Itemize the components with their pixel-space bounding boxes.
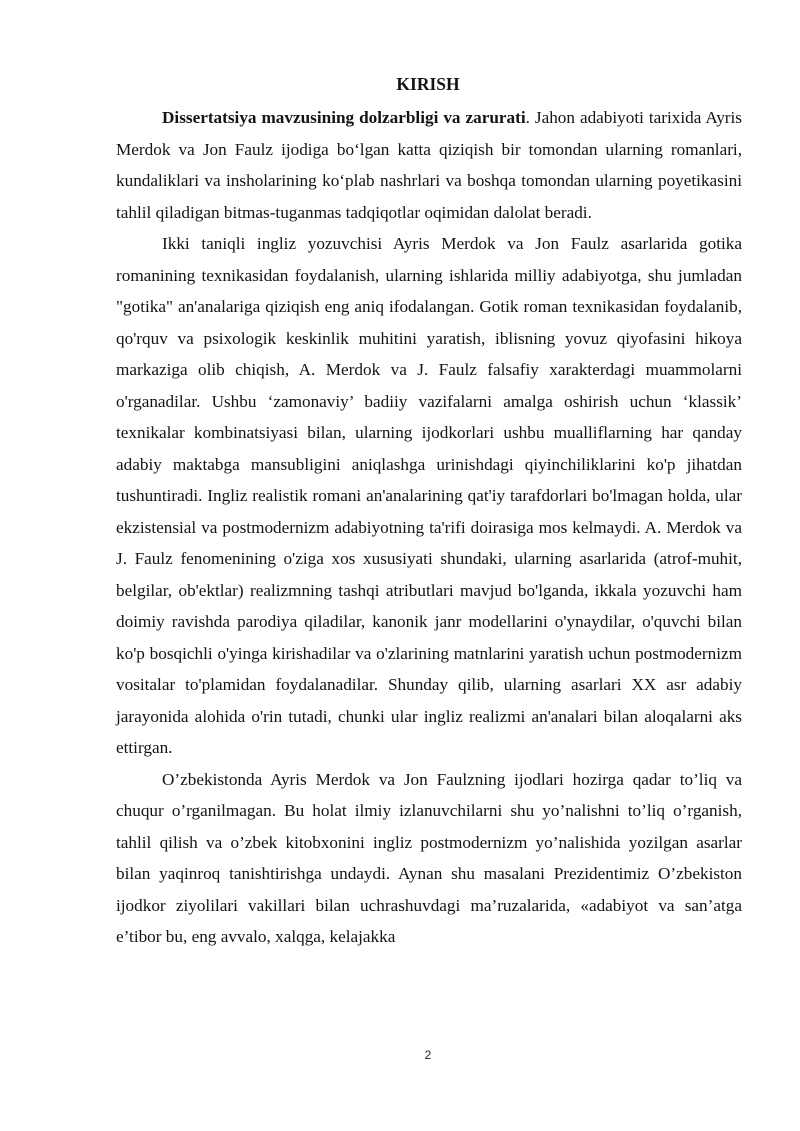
page-number: 2 (424, 1048, 432, 1062)
paragraph-lead-title: Dissertatsiya mavzusining dolzarbligi va zarurati (162, 108, 526, 127)
document-body (116, 102, 742, 953)
paragraph-relevance (116, 102, 742, 228)
paragraph-uzbekistan-study: O’zbekistonda Ayris Merdok va Jon Faulzning ijodlari hozirga qadar to’liq va chuqur o’rganilmagan. Bu holat ilmiy izlanuvchilarni shu yo’nalishni to’liq o’rganish, tahlil qilish va o’zbek kitobxonini ingliz postmodernizm yo’nalishida yozilgan asarlar bilan yaqinroq tanishtirishga undaydi. Aynan shu masalani Prezidentimiz O’zbekiston ijodkor ziyolilari vakillari bilan uchrashuvdagi ma’ruzalarida, «adabiyot va san’atga e’tibor bu, eng avvalo, xalqga, kelajakka (116, 769, 742, 946)
paragraph-gothic-technique: Ikki taniqli ingliz yozuvchisi Ayris Merdok va Jon Faulz asarlarida gotika romanining texnikasidan foydalanish, ularning ishlarida milliy adabiyotga, shu jumladan "gotika" an'analariga qiziqish eng aniq ifodalangan. Gotik roman texnikasidan foydalanib, qo'rquv va psixologik keskinlik muhitini yaratish, iblisning yovuz qiyofasini hikoya markaziga olib chiqish, A. Merdok va J. Faulz falsafiy xarakterdagi muammolarni o'rganadilar. Ushbu ‘zamonaviy’ badiiy vazifalarni amalga oshirish uchun ‘klassik’ texnikalar kombinatsiyasi bilan, ularning ijodkorlari ushbu mualliflarning har qanday adabiy maktabga mansubligini aniqlashga urinishdagi qiyinchiliklarini ko'p jihatdan tushuntiradi. Ingliz realistik romani an'analarining qat'iy tarafdorlari bo'lmagan holda, ular ekzistensial va postmodernizm adabiyotning ta'rifi doirasiga mos kelmaydi. A. Merdok va J. Faulz fenomenining o'ziga xos xususiyati shundaki, ularning asarlarida (atrof-muhit, belgilar, ob'ektlar) realizmning tashqi atributlari mavjud bo'lganda, ikkala yozuvchi ham doimiy ravishda parodiya qiladilar, kanonik janr modellarini o'ynaydilar, o'quvchi bilan ko'p bosqichli o'yinga kirishadilar va o'zlarining matnlarini yaratish uchun postmodernizm vositalar to'plamidan foydalanadilar. Shunday qilib, ularning asarlari XX asr adabiy jarayonida alohida o'rin tutadi, chunki ular ingliz realizmi an'analari bilan aloqalarni aks ettirgan. (116, 234, 742, 757)
section-heading: KIRISH (396, 74, 460, 94)
paragraph-text: . Jahon adabiyoti tarixida Ayris Merdok va Jon Faulz ijodiga bo‘lgan katta qiziqish bir tomondan ularning romanlari, kundaliklari va insholarining ko‘plab nashrlari va boshqa tomondan ularning poyetikasini tahlil qiladigan bitmas-tuganmas tadqiqotlar oqimidan dalolat beradi. (116, 108, 742, 222)
